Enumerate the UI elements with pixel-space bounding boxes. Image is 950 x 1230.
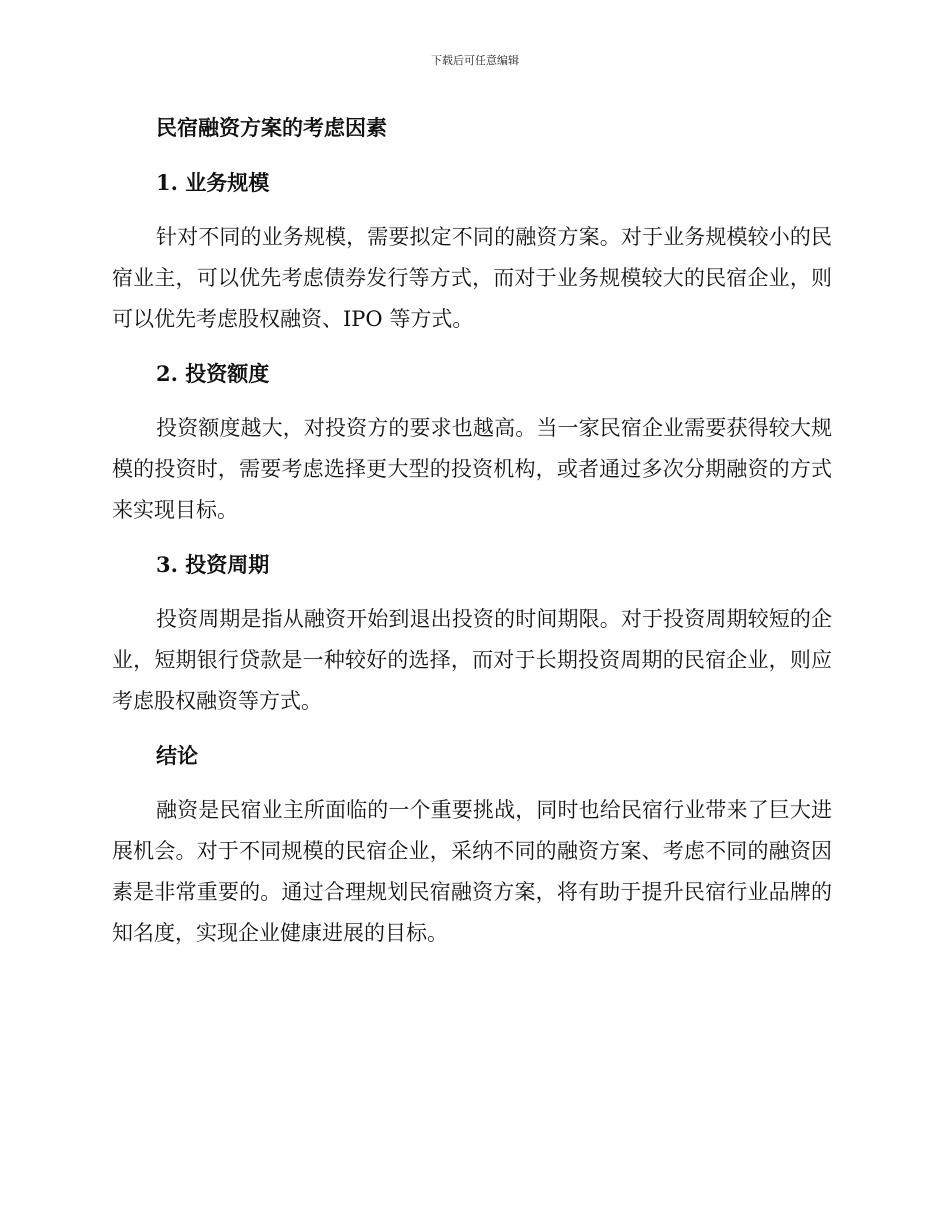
spacer: [112, 776, 832, 790]
section-paragraph-investment-cycle: 投资周期是指从融资开始到退出投资的时间期限。对于投资周期较短的企业，短期银行贷款是一种较好的选择，而对于长期投资周期的民宿企业，则应考虑股权融资等方式。: [112, 607, 832, 713]
section-paragraph-business-scale: 针对不同的业务规模，需要拟定不同的融资方案。对于业务规模较小的民宿业主，可以优先考虑债券发行等方式，而对于业务规模较大的民宿企业，则可以优先考虑股权融资、IPO 等方式。: [112, 225, 832, 331]
section-heading-investment-cycle: 3. 投资周期: [156, 552, 270, 577]
document-content: [112, 108, 832, 954]
spacer: [112, 394, 832, 408]
conclusion-heading: 结论: [156, 743, 198, 768]
document-title: 民宿融资方案的考虑因素: [156, 115, 387, 140]
header-note: 下载后可任意编辑: [431, 54, 519, 67]
section-heading-business-scale: 1. 业务规模: [156, 170, 270, 195]
conclusion-paragraph: 融资是民宿业主所面临的一个重要挑战，同时也给民宿行业带来了巨大进展机会。对于不同规模的民宿企业，采纳不同的融资方案、考虑不同的融资因素是非常重要的。通过合理规划民宿融资方案，将有助于提升民宿行业品牌的知名度，实现企业健康进展的目标。: [112, 798, 832, 945]
spacer: [112, 722, 832, 736]
section-paragraph-investment-amount: 投资额度越大，对投资方的要求也越高。当一家民宿企业需要获得较大规模的投资时，需要考虑选择更大型的投资机构，或者通过多次分期融资的方式来实现目标。: [112, 416, 832, 522]
spacer: [112, 531, 832, 545]
spacer: [112, 340, 832, 354]
section-heading-investment-amount: 2. 投资额度: [156, 361, 270, 386]
spacer: [112, 585, 832, 599]
spacer: [112, 203, 832, 217]
spacer: [112, 148, 832, 163]
